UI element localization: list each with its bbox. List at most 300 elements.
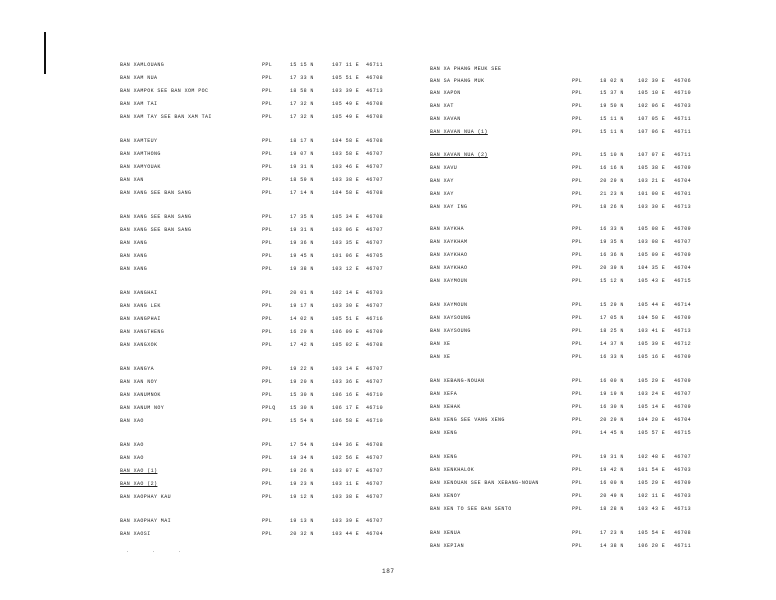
entry-row <box>430 465 700 475</box>
entry-name: BAN XANGTHENG <box>120 329 165 335</box>
entry-lon: 106 17 E <box>332 405 360 411</box>
entry-sheet: 46709 <box>366 329 384 335</box>
entry-sheet: 46709 <box>674 252 692 258</box>
entry-row <box>430 402 700 412</box>
entry-type: PPL <box>262 329 273 335</box>
entry-sheet: 46707 <box>366 468 384 474</box>
entry-row <box>120 416 390 426</box>
entry-lon: 105 44 E <box>638 302 666 308</box>
entry-name: BAN XAYKHAM <box>430 239 468 245</box>
entry-row <box>430 504 700 514</box>
entry-lat: 17 35 N <box>290 214 314 220</box>
entry-sheet: 46709 <box>674 480 692 486</box>
entry-name: BAN XAO <box>120 455 144 461</box>
entry-type: PPL <box>572 328 583 334</box>
entry-name: BAN XAY <box>430 178 454 184</box>
entry-type: PPL <box>572 417 583 423</box>
entry-lat: 19 45 N <box>290 253 314 259</box>
entry-row <box>430 415 700 425</box>
entry-sheet: 46703 <box>674 103 692 109</box>
entry-row <box>430 541 700 551</box>
entry-row <box>430 64 700 74</box>
entry-lon: 103 38 E <box>332 177 360 183</box>
entry-type: PPL <box>262 455 273 461</box>
entry-row <box>120 238 390 248</box>
entry-sheet: 46709 <box>674 378 692 384</box>
entry-row <box>430 202 700 212</box>
entry-sheet: 46711 <box>674 543 692 549</box>
entry-sheet: 46704 <box>366 531 384 537</box>
entry-row <box>120 390 390 400</box>
entry-lat: 19 07 N <box>290 151 314 157</box>
entry-lat: 19 38 N <box>290 266 314 272</box>
entry-type: PPL <box>572 165 583 171</box>
entry-sheet: 46708 <box>674 530 692 536</box>
entry-lon: 106 58 E <box>332 418 360 424</box>
entry-type: PPL <box>572 480 583 486</box>
entry-sheet: 46711 <box>674 152 692 158</box>
entry-lon: 103 36 E <box>332 379 360 385</box>
entry-sheet: 46707 <box>366 177 384 183</box>
entry-type: PPL <box>262 481 273 487</box>
entry-name: BAN XENG SEE VANG XENG <box>430 417 505 423</box>
entry-type: PPL <box>262 266 273 272</box>
entry-row <box>120 340 390 350</box>
entry-name: BAN XAN <box>120 177 144 183</box>
entry-type: PPL <box>262 392 273 398</box>
entry-lat: 16 00 N <box>600 378 624 384</box>
entry-name: BAN XENG <box>430 454 458 460</box>
entry-lon: 103 07 E <box>332 468 360 474</box>
entry-lat: 19 31 N <box>290 227 314 233</box>
entry-sheet: 46707 <box>674 391 692 397</box>
entry-row <box>430 452 700 462</box>
entry-type: PPL <box>572 506 583 512</box>
entry-type: PPL <box>572 226 583 232</box>
entry-row <box>430 326 700 336</box>
entry-type: PPL <box>262 518 273 524</box>
entry-name: BAN XEBANG-NOUAN <box>430 378 485 384</box>
entry-lon: 101 54 E <box>638 467 666 473</box>
entry-type: PPL <box>572 354 583 360</box>
entry-name: BAN XENUA <box>430 530 461 536</box>
entry-name: BAN XEHAK <box>430 404 461 410</box>
entry-name: BAN XANG LEK <box>120 303 161 309</box>
entry-name: BAN XAY ING <box>430 204 468 210</box>
entry-lon: 104 36 E <box>332 442 360 448</box>
entry-sheet: 46708 <box>366 190 384 196</box>
entry-lon: 105 51 E <box>332 316 360 322</box>
entry-name: BAN XAO (1) <box>120 468 158 474</box>
entry-type: PPL <box>572 378 583 384</box>
entry-sheet: 46708 <box>366 342 384 348</box>
entry-row <box>120 453 390 463</box>
entry-row <box>120 327 390 337</box>
entry-lon: 102 56 E <box>332 455 360 461</box>
entry-lon: 102 48 E <box>638 454 666 460</box>
entry-type: PPL <box>262 442 273 448</box>
entry-type: PPL <box>262 164 273 170</box>
entry-lat: 19 19 N <box>600 391 624 397</box>
entry-name: BAN XANG SEE BAN SANG <box>120 214 192 220</box>
entry-row <box>430 276 700 286</box>
entry-type: PPL <box>262 316 273 322</box>
entry-lat: 15 54 N <box>290 418 314 424</box>
entry-type: PPLQ <box>262 405 276 411</box>
entry-sheet: 46704 <box>674 178 692 184</box>
entry-sheet: 46715 <box>674 430 692 436</box>
entry-name: BAN XANG <box>120 253 148 259</box>
entry-lon: 105 08 E <box>638 226 666 232</box>
entry-sheet: 46709 <box>674 404 692 410</box>
entry-lon: 103 08 E <box>638 239 666 245</box>
entry-lon: 103 44 E <box>332 531 360 537</box>
entry-sheet: 46704 <box>674 417 692 423</box>
entry-lon: 104 58 E <box>332 190 360 196</box>
entry-row <box>120 479 390 489</box>
entry-lat: 16 33 N <box>600 226 624 232</box>
entry-type: PPL <box>262 531 273 537</box>
entry-lat: 18 59 N <box>290 177 314 183</box>
entry-lon: 105 14 E <box>638 404 666 410</box>
entry-lat: 17 32 N <box>290 101 314 107</box>
entry-type: PPL <box>262 114 273 120</box>
entry-type: PPL <box>262 138 273 144</box>
entry-name: BAN XANG <box>120 240 148 246</box>
entry-lon: 103 38 E <box>332 494 360 500</box>
entry-sheet: 46708 <box>366 138 384 144</box>
entry-row <box>430 376 700 386</box>
entry-name: BAN SA PHANG MUK <box>430 78 485 84</box>
entry-lon: 104 50 E <box>638 315 666 321</box>
entry-type: PPL <box>572 302 583 308</box>
entry-row <box>120 60 390 70</box>
entry-lon: 104 58 E <box>332 138 360 144</box>
entry-row <box>120 251 390 261</box>
entry-lat: 15 30 N <box>290 392 314 398</box>
entry-type: PPL <box>262 342 273 348</box>
entry-sheet: 46708 <box>366 442 384 448</box>
entry-lat: 17 23 N <box>600 530 624 536</box>
entry-lat: 18 25 N <box>600 328 624 334</box>
entry-sheet: 46710 <box>674 90 692 96</box>
entry-type: PPL <box>262 177 273 183</box>
entry-type: PPL <box>262 366 273 372</box>
scan-margin-bar <box>44 32 46 74</box>
entry-name: BAN XANG SEE BAN SANG <box>120 227 192 233</box>
entry-lat: 19 34 N <box>290 455 314 461</box>
entry-row <box>120 288 390 298</box>
entry-name: BAN XAOSI <box>120 531 151 537</box>
entry-lon: 105 39 E <box>638 341 666 347</box>
entry-lat: 20 49 N <box>600 493 624 499</box>
entry-type: PPL <box>572 341 583 347</box>
entry-sheet: 46709 <box>674 315 692 321</box>
entry-sheet: 46707 <box>366 366 384 372</box>
entry-lat: 19 36 N <box>290 240 314 246</box>
entry-lon: 107 11 E <box>332 62 360 68</box>
entry-lat: 20 29 N <box>600 417 624 423</box>
entry-sheet: 46703 <box>674 467 692 473</box>
entry-lon: 103 58 E <box>332 151 360 157</box>
entry-lat: 15 11 N <box>600 116 624 122</box>
entry-sheet: 46713 <box>366 88 384 94</box>
entry-lat: 15 29 N <box>600 302 624 308</box>
entry-name: BAN XAYSOUNG <box>430 315 471 321</box>
entry-name: BAN XEPIAN <box>430 543 465 549</box>
entry-sheet: 46703 <box>674 493 692 499</box>
entry-row <box>120 99 390 109</box>
entry-type: PPL <box>572 204 583 210</box>
entry-type: PPL <box>572 467 583 473</box>
entry-row <box>430 263 700 273</box>
entry-name: BAN XAVU <box>430 165 458 171</box>
entry-sheet: 46709 <box>674 165 692 171</box>
entry-lat: 15 15 N <box>290 62 314 68</box>
entry-sheet: 46706 <box>674 78 692 84</box>
entry-lat: 19 20 N <box>290 379 314 385</box>
entry-sheet: 46707 <box>366 240 384 246</box>
entry-name: BAN XANG <box>120 266 148 272</box>
entry-lon: 107 05 E <box>638 116 666 122</box>
entry-lon: 107 06 E <box>638 129 666 135</box>
entry-row <box>430 127 700 137</box>
entry-lat: 16 33 N <box>600 354 624 360</box>
entry-lat: 16 29 N <box>290 329 314 335</box>
entry-sheet: 46707 <box>366 494 384 500</box>
scan-specks: . . . <box>126 548 192 554</box>
entry-lon: 105 51 E <box>332 75 360 81</box>
entry-lon: 103 14 E <box>332 366 360 372</box>
entry-lon: 103 06 E <box>332 227 360 233</box>
entry-type: PPL <box>262 240 273 246</box>
entry-name: BAN XENG <box>430 430 458 436</box>
entry-lat: 18 58 N <box>290 88 314 94</box>
entry-lon: 103 30 E <box>638 204 666 210</box>
entry-row <box>120 112 390 122</box>
entry-row <box>120 136 390 146</box>
entry-type: PPL <box>572 530 583 536</box>
entry-row <box>120 377 390 387</box>
entry-lat: 19 17 N <box>290 303 314 309</box>
entry-lat: 19 31 N <box>600 454 624 460</box>
entry-lat: 15 37 N <box>600 90 624 96</box>
entry-lat: 17 33 N <box>290 75 314 81</box>
entry-row <box>430 224 700 234</box>
entry-type: PPL <box>572 116 583 122</box>
entry-type: PPL <box>572 90 583 96</box>
entry-lon: 105 16 E <box>638 354 666 360</box>
entry-row <box>430 250 700 260</box>
entry-name: BAN XEFA <box>430 391 458 397</box>
entry-type: PPL <box>262 494 273 500</box>
entry-row <box>430 528 700 538</box>
entry-name: BAN XAYSOUNG <box>430 328 471 334</box>
entry-row <box>430 163 700 173</box>
entry-lat: 15 12 N <box>600 278 624 284</box>
entry-row <box>120 301 390 311</box>
entry-row <box>430 352 700 362</box>
entry-row <box>120 175 390 185</box>
entry-name: BAN XAYKHAO <box>430 252 468 258</box>
entry-lat: 17 14 N <box>290 190 314 196</box>
entry-name: BAN XEN TO SEE BAN SENTO <box>430 506 512 512</box>
entry-lat: 21 23 N <box>600 191 624 197</box>
entry-name: BAN XANG SEE BAN SANG <box>120 190 192 196</box>
entry-type: PPL <box>572 543 583 549</box>
entry-name: BAN XAOPHAY KAU <box>120 494 172 500</box>
entry-lon: 105 10 E <box>638 90 666 96</box>
entry-sheet: 46707 <box>366 303 384 309</box>
entry-name: BAN XAMTHONG <box>120 151 161 157</box>
entry-lat: 19 31 N <box>290 164 314 170</box>
entry-lon: 102 11 E <box>638 493 666 499</box>
entry-row <box>430 339 700 349</box>
entry-sheet: 46713 <box>674 328 692 334</box>
entry-name: BAN XAYKHAO <box>430 265 468 271</box>
entry-lat: 20 32 N <box>290 531 314 537</box>
entry-lon: 106 16 E <box>332 392 360 398</box>
entry-sheet: 46704 <box>674 265 692 271</box>
entry-lon: 102 14 E <box>332 290 360 296</box>
entry-type: PPL <box>572 493 583 499</box>
entry-type: PPL <box>262 468 273 474</box>
entry-lat: 18 02 N <box>600 78 624 84</box>
entry-name: BAN XAM NUA <box>120 75 158 81</box>
entry-lat: 15 30 N <box>290 405 314 411</box>
entry-name: BAN XAYKHA <box>430 226 465 232</box>
entry-row <box>430 313 700 323</box>
entry-sheet: 46708 <box>366 101 384 107</box>
entry-lon: 105 43 E <box>638 278 666 284</box>
entry-lon: 105 29 E <box>638 480 666 486</box>
entry-name: BAN XENOUAN SEE BAN XEBANG-NOUAN <box>430 480 539 486</box>
entry-lon: 103 39 E <box>332 88 360 94</box>
entry-name: BAN XAYMOUN <box>430 278 468 284</box>
entry-lat: 19 13 N <box>290 518 314 524</box>
entry-sheet: 46709 <box>674 354 692 360</box>
entry-lat: 16 00 N <box>600 480 624 486</box>
entry-lon: 102 06 E <box>638 103 666 109</box>
entry-lon: 103 35 E <box>332 240 360 246</box>
entry-lat: 20 01 N <box>290 290 314 296</box>
entry-type: PPL <box>572 315 583 321</box>
entry-lon: 105 34 E <box>332 214 360 220</box>
entry-row <box>120 162 390 172</box>
entry-lat: 19 23 N <box>290 481 314 487</box>
entry-name: BAN XAM TAI <box>120 101 158 107</box>
entry-sheet: 46711 <box>674 116 692 122</box>
entry-name: BAN XE <box>430 354 451 360</box>
entry-type: PPL <box>262 418 273 424</box>
entry-sheet: 46705 <box>366 253 384 259</box>
entry-lon: 102 39 E <box>638 78 666 84</box>
entry-row <box>120 403 390 413</box>
entry-sheet: 46713 <box>674 204 692 210</box>
entry-row <box>120 314 390 324</box>
entry-row <box>430 114 700 124</box>
entry-type: PPL <box>572 78 583 84</box>
entry-lon: 103 41 E <box>638 328 666 334</box>
entry-lat: 14 45 N <box>600 430 624 436</box>
entry-row <box>430 76 700 86</box>
entry-name: BAN XANGPHAI <box>120 316 161 322</box>
entry-row <box>430 300 700 310</box>
entry-name: BAN XAVAN <box>430 116 461 122</box>
entry-sheet: 46708 <box>366 75 384 81</box>
entry-type: PPL <box>572 152 583 158</box>
entry-sheet: 46707 <box>366 164 384 170</box>
entry-sheet: 46707 <box>366 151 384 157</box>
entry-name: BAN XAMYOUAK <box>120 164 161 170</box>
entry-type: PPL <box>572 265 583 271</box>
entry-type: PPL <box>572 391 583 397</box>
entry-name: BAN XAMPOK SEE BAN XOM POC <box>120 88 209 94</box>
entry-row <box>120 225 390 235</box>
entry-sheet: 46716 <box>366 316 384 322</box>
entry-sheet: 46715 <box>674 278 692 284</box>
entry-lon: 105 49 E <box>332 101 360 107</box>
entry-row <box>430 428 700 438</box>
entry-row <box>120 86 390 96</box>
entry-lat: 14 38 N <box>600 543 624 549</box>
entry-name: BAN XA PHANG MEUK SEE <box>430 66 502 72</box>
entry-row <box>430 189 700 199</box>
entry-sheet: 46710 <box>366 418 384 424</box>
entry-row <box>120 516 390 526</box>
entry-name: BAN XANUMNOK <box>120 392 161 398</box>
entry-name: BAN XANGYA <box>120 366 155 372</box>
entry-lat: 19 35 N <box>600 239 624 245</box>
entry-row <box>430 150 700 160</box>
entry-lon: 103 43 E <box>638 506 666 512</box>
entry-lat: 17 05 N <box>600 315 624 321</box>
entry-row <box>120 188 390 198</box>
entry-name: BAN XAPON <box>430 90 461 96</box>
entry-row <box>430 237 700 247</box>
entry-sheet: 46707 <box>366 227 384 233</box>
entry-lat: 19 22 N <box>290 366 314 372</box>
entry-sheet: 46707 <box>366 455 384 461</box>
entry-name: BAN XAVAN NUA (2) <box>430 152 488 158</box>
entry-name: BAN XAT <box>430 103 454 109</box>
entry-lat: 14 37 N <box>600 341 624 347</box>
entry-type: PPL <box>262 151 273 157</box>
entry-type: PPL <box>262 290 273 296</box>
entry-row <box>120 149 390 159</box>
entry-sheet: 46707 <box>366 518 384 524</box>
entry-lat: 15 11 N <box>600 129 624 135</box>
entry-lon: 101 00 E <box>638 191 666 197</box>
entry-lon: 104 35 E <box>638 265 666 271</box>
entry-sheet: 46707 <box>674 239 692 245</box>
entry-lat: 14 02 N <box>290 316 314 322</box>
entry-type: PPL <box>262 88 273 94</box>
entry-type: PPL <box>572 404 583 410</box>
entry-sheet: 46707 <box>366 266 384 272</box>
entry-sheet: 46712 <box>674 341 692 347</box>
entry-lat: 17 54 N <box>290 442 314 448</box>
entry-lon: 103 39 E <box>332 518 360 524</box>
entry-name: BAN XENOY <box>430 493 461 499</box>
entry-sheet: 46708 <box>366 214 384 220</box>
entry-type: PPL <box>262 214 273 220</box>
entry-lat: 17 32 N <box>290 114 314 120</box>
entry-lon: 103 12 E <box>332 266 360 272</box>
entry-row <box>430 478 700 488</box>
entry-name: BAN XE <box>430 341 451 347</box>
entry-row <box>120 364 390 374</box>
